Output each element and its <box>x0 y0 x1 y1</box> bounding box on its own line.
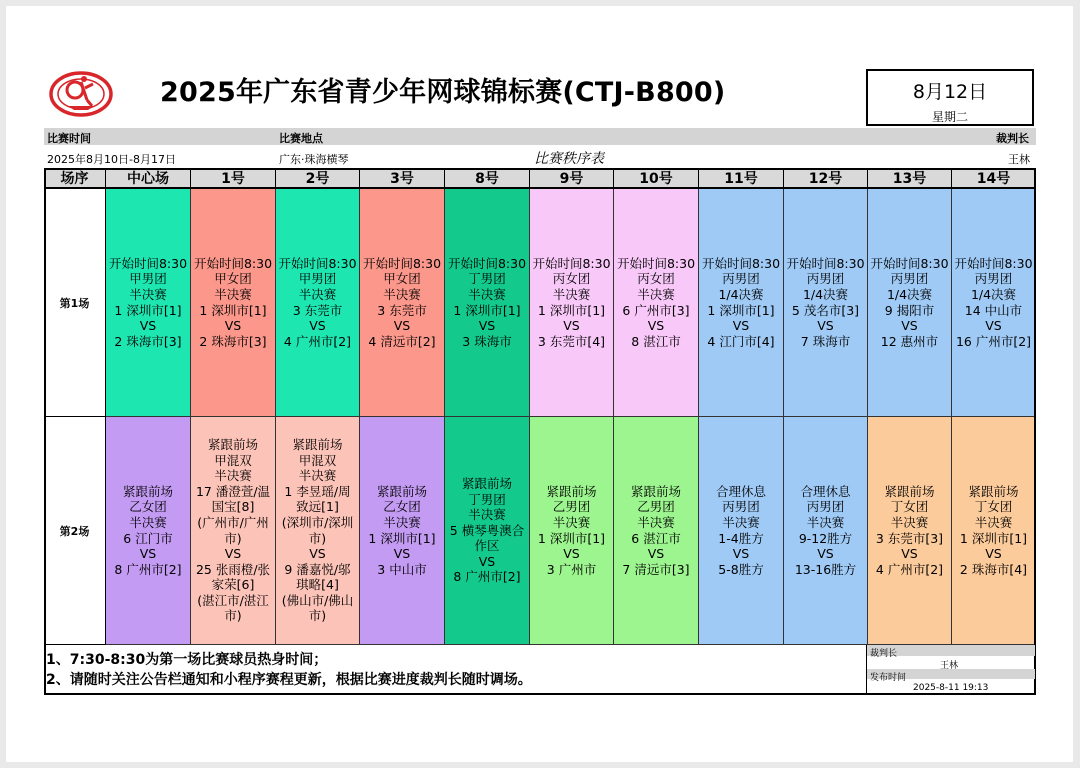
match-cell-line: 开始时间8:30 <box>786 255 865 271</box>
match-cell-line: 乙女团 <box>383 499 421 515</box>
match-cell-line: 9-12胜方 <box>798 530 853 546</box>
match-cell-line: 丙男团 <box>722 499 760 515</box>
match-cell-line: 乙男团 <box>637 499 675 515</box>
round-label: 第1场 <box>44 189 106 417</box>
match-cell-line: 半决赛 <box>468 507 506 523</box>
match-cell-line: VS <box>985 318 1002 334</box>
match-cell-line: 9 揭阳市 <box>884 302 935 318</box>
match-cell-line: 开始时间8:30 <box>362 255 442 271</box>
match-cell-line: 半决赛 <box>806 514 845 530</box>
match-cell-line: 1-4胜方 <box>718 530 764 546</box>
court-header: 3号 <box>360 168 445 189</box>
match-cell-line: (湛江市/湛江 <box>197 592 269 608</box>
match-cell-line: 开始时间8:30 <box>870 255 949 271</box>
match-cell-line: 4 清远市[2] <box>368 333 436 349</box>
match-cell-line: VS <box>732 546 750 562</box>
match-cell-line: 5 茂名市[3] <box>791 302 860 318</box>
court-header: 12号 <box>784 168 868 189</box>
match-cell-line: VS <box>309 546 326 562</box>
match-cell-line: 作区 <box>474 538 500 554</box>
match-cell-line: 6 湛江市 <box>631 530 681 546</box>
match-cell-line: VS <box>224 546 242 562</box>
match-cell-line: 丙女团 <box>552 271 591 287</box>
match-cell-line: 2 珠海市[3] <box>199 333 267 349</box>
match-cell-line: 3 东莞市[3] <box>875 530 944 546</box>
match-cell-line: 半决赛 <box>637 286 675 302</box>
note-2: 2、请随时关注公告栏通知和小程序赛程更新，根据比赛进度裁判长随时调场。 <box>46 672 532 688</box>
court-header: 8号 <box>445 168 530 189</box>
match-cell-line: VS <box>817 546 834 562</box>
match-cell-line: 16 广州市[2] <box>955 333 1032 349</box>
match-cell-line: 开始时间8:30 <box>447 255 527 271</box>
match-cell-line: 开始时间8:30 <box>532 255 611 271</box>
match-cell-line: VS <box>224 318 242 334</box>
match-cell-line: 4 江门市[4] <box>707 333 775 349</box>
match-cell-line: 琪略[4] <box>296 577 339 593</box>
match-cell-line: 13-16胜方 <box>794 561 857 577</box>
match-cell-line: VS <box>647 318 665 334</box>
match-cell-line: 丙男团 <box>890 271 929 287</box>
match-cell-line: 开始时间8:30 <box>108 255 188 271</box>
match-cell-line: 4 广州市[2] <box>283 333 352 349</box>
match-cell-line: VS <box>478 553 496 569</box>
match-cell-line: VS <box>563 318 580 334</box>
match-cell-line: 紧跟前场 <box>968 483 1019 499</box>
match-cell-line: 14 中山市 <box>964 302 1023 318</box>
referee-value: 王林 <box>1008 153 1030 166</box>
match-cell-line: 甲混双 <box>298 452 337 468</box>
match-cell-line: VS <box>139 318 157 334</box>
match-cell-line: 紧跟前场 <box>546 483 597 499</box>
match-cell-line: 开始时间8:30 <box>193 255 273 271</box>
match-cell-line: 乙女团 <box>129 499 167 515</box>
match-cell-line: 4 广州市[2] <box>875 561 944 577</box>
footer-published-value: 2025-8-11 19:13 <box>913 683 989 693</box>
match-cell-line: 12 惠州市 <box>880 333 939 349</box>
match-cell-line: 1 深圳市[1] <box>114 302 182 318</box>
schedule-grid-frame <box>44 168 1036 695</box>
court-header: 11号 <box>699 168 784 189</box>
match-cell-line: 紧跟前场 <box>122 483 173 499</box>
match-cell-line: 半决赛 <box>129 286 167 302</box>
court-header: 13号 <box>868 168 952 189</box>
match-cell-line: 5-8胜方 <box>718 561 764 577</box>
schedule-title: 比赛秩序表 <box>534 151 604 167</box>
match-cell-line: 丁男团 <box>468 271 506 287</box>
court-header: 9号 <box>530 168 614 189</box>
match-cell-line: 半决赛 <box>383 286 421 302</box>
match-cell-line: 合理休息 <box>715 483 766 499</box>
match-cell-line: 市) <box>308 530 327 546</box>
match-cell-line: (广州市/广州 <box>197 514 269 530</box>
match-cell-line: 丁女团 <box>974 499 1013 515</box>
time-value: 2025年8月10日-8月17日 <box>47 153 176 166</box>
match-cell-line: 17 潘澄萱/温 <box>195 483 271 499</box>
match-cell-line: (佛山市/佛山 <box>281 592 354 608</box>
match-cell-line: 丙女团 <box>637 271 675 287</box>
match-cell-line: 紧跟前场 <box>376 483 427 499</box>
match-cell-line: 紧跟前场 <box>292 436 343 452</box>
match-cell-line: 1/4决赛 <box>886 286 933 302</box>
match-cell-line: 1/4决赛 <box>970 286 1017 302</box>
match-cell-line: 7 珠海市 <box>800 333 851 349</box>
match-cell-line: 合理休息 <box>800 483 851 499</box>
match-cell-line: 市) <box>308 608 327 624</box>
match-cell-line: 3 广州市 <box>546 561 597 577</box>
match-cell-line: 1 深圳市[1] <box>537 530 606 546</box>
match-cell-line: 丁男团 <box>468 491 506 507</box>
match-cell-line: 5 横琴粤澳合 <box>449 522 525 538</box>
match-cell-line: VS <box>309 318 326 334</box>
match-cell-line: VS <box>901 546 918 562</box>
match-cell-line: 丁女团 <box>890 499 929 515</box>
match-cell-line: 丙男团 <box>722 271 760 287</box>
court-header: 1号 <box>191 168 276 189</box>
match-cell-line: 3 中山市 <box>377 561 427 577</box>
match-weekday: 星期二 <box>931 110 968 124</box>
match-cell-line: 半决赛 <box>383 514 421 530</box>
match-cell-line: VS <box>139 546 157 562</box>
match-cell-line: 致远[1] <box>296 499 339 515</box>
round-label: 第2场 <box>44 417 106 645</box>
match-cell-line: 1 深圳市[1] <box>453 302 521 318</box>
match-cell-line: 8 广州市[2] <box>114 561 182 577</box>
court-header: 2号 <box>276 168 360 189</box>
footer-referee-value: 王林 <box>940 661 959 671</box>
match-cell-line: 1/4决赛 <box>802 286 849 302</box>
match-cell-line: 甲女团 <box>383 271 421 287</box>
match-cell-line: 1 深圳市[1] <box>368 530 436 546</box>
match-cell-line: 丙男团 <box>806 271 845 287</box>
match-cell-line: 紧跟前场 <box>884 483 935 499</box>
match-cell-line: 3 东莞市 <box>292 302 343 318</box>
match-cell-line: VS <box>478 318 496 334</box>
match-cell-line: 甲混双 <box>214 452 252 468</box>
match-cell-line: 1 李昱瑶/周 <box>284 483 351 499</box>
match-cell-line: 6 广州市[3] <box>622 302 690 318</box>
match-cell-line: 1 深圳市[1] <box>959 530 1028 546</box>
match-cell-line: 3 东莞市[4] <box>537 333 606 349</box>
match-cell-line: 半决赛 <box>129 514 167 530</box>
match-cell-line: 家荣[6] <box>211 577 255 593</box>
court-header: 中心场 <box>106 168 191 189</box>
match-cell-line: 半决赛 <box>552 286 591 302</box>
match-cell-line: 半决赛 <box>890 514 929 530</box>
match-cell-line: 丙男团 <box>974 271 1013 287</box>
match-cell-line: 半决赛 <box>298 468 337 484</box>
match-cell-line: VS <box>732 318 750 334</box>
match-cell-line: 开始时间8:30 <box>616 255 696 271</box>
match-cell-line: 1 深圳市[1] <box>199 302 267 318</box>
match-cell-line: 甲男团 <box>298 271 337 287</box>
match-cell-line: 6 江门市 <box>123 530 173 546</box>
match-cell-line: 半决赛 <box>552 514 591 530</box>
match-cell-line: VS <box>393 546 411 562</box>
match-cell-line: VS <box>901 318 918 334</box>
venue-label: 比赛地点 <box>279 132 323 145</box>
match-cell-line: 1/4决赛 <box>718 286 764 302</box>
match-cell-line: 半决赛 <box>468 286 506 302</box>
match-cell-line: 1 深圳市[1] <box>707 302 775 318</box>
page-title: 2025年广东省青少年网球锦标赛(CTJ-B800) <box>160 77 726 108</box>
match-date: 8月12日 <box>912 81 988 103</box>
match-cell-line: 甲女团 <box>214 271 252 287</box>
match-cell-line: 8 广州市[2] <box>453 569 521 585</box>
match-cell-line: 国宝[8] <box>211 499 255 515</box>
match-cell-line: VS <box>393 318 411 334</box>
match-cell-line: 1 深圳市[1] <box>537 302 606 318</box>
footer-referee-label: 裁判长 <box>870 649 898 659</box>
match-cell-line: 9 潘嘉悦/邬 <box>284 561 351 577</box>
match-cell-line: VS <box>563 546 580 562</box>
match-cell-line: 紧跟前场 <box>461 475 512 491</box>
tennis-association-logo-icon <box>48 70 114 118</box>
footer-published-label: 发布时间 <box>870 673 907 683</box>
venue-value: 广东·珠海横琴 <box>279 153 349 166</box>
match-cell-line: 8 湛江市 <box>631 333 681 349</box>
match-cell-line: 3 珠海市 <box>462 333 512 349</box>
referee-label: 裁判长 <box>996 132 1029 145</box>
match-cell-line: 25 张雨橙/张 <box>195 561 271 577</box>
match-cell-line: 半决赛 <box>974 514 1013 530</box>
match-cell-line: 2 珠海市[4] <box>959 561 1028 577</box>
match-cell-line: 半决赛 <box>637 514 675 530</box>
court-header: 10号 <box>614 168 699 189</box>
match-cell-line: VS <box>985 546 1002 562</box>
match-cell-line: 甲男团 <box>129 271 167 287</box>
match-cell-line: 紧跟前场 <box>630 483 681 499</box>
match-cell-line: 紧跟前场 <box>207 436 258 452</box>
match-cell-line: VS <box>647 546 665 562</box>
match-cell-line: (深圳市/深圳 <box>281 514 354 530</box>
match-cell-line: 3 东莞市 <box>377 302 427 318</box>
header-corner: 场序 <box>44 168 106 189</box>
match-cell-line: 半决赛 <box>214 286 252 302</box>
match-cell-line: 开始时间8:30 <box>278 255 357 271</box>
match-cell-line: 开始时间8:30 <box>701 255 781 271</box>
info-bar <box>44 128 1036 145</box>
match-cell-line: 丙男团 <box>806 499 845 515</box>
match-cell-line: 半决赛 <box>298 286 337 302</box>
court-header: 14号 <box>952 168 1036 189</box>
time-label: 比赛时间 <box>47 132 91 145</box>
match-cell-line: 半决赛 <box>214 468 252 484</box>
match-cell-line: 7 清远市[3] <box>622 561 690 577</box>
match-cell-line: VS <box>817 318 834 334</box>
match-cell-line: 乙男团 <box>552 499 591 515</box>
note-1: 1、7:30-8:30为第一场比赛球员热身时间； <box>46 652 328 668</box>
match-cell-line: 半决赛 <box>722 514 760 530</box>
match-cell-line: 2 珠海市[3] <box>114 333 182 349</box>
date-box <box>866 69 1034 126</box>
match-cell-line: 市) <box>224 608 242 624</box>
match-cell-line: 市) <box>224 530 242 546</box>
notes <box>46 650 532 690</box>
match-cell-line: 开始时间8:30 <box>954 255 1033 271</box>
